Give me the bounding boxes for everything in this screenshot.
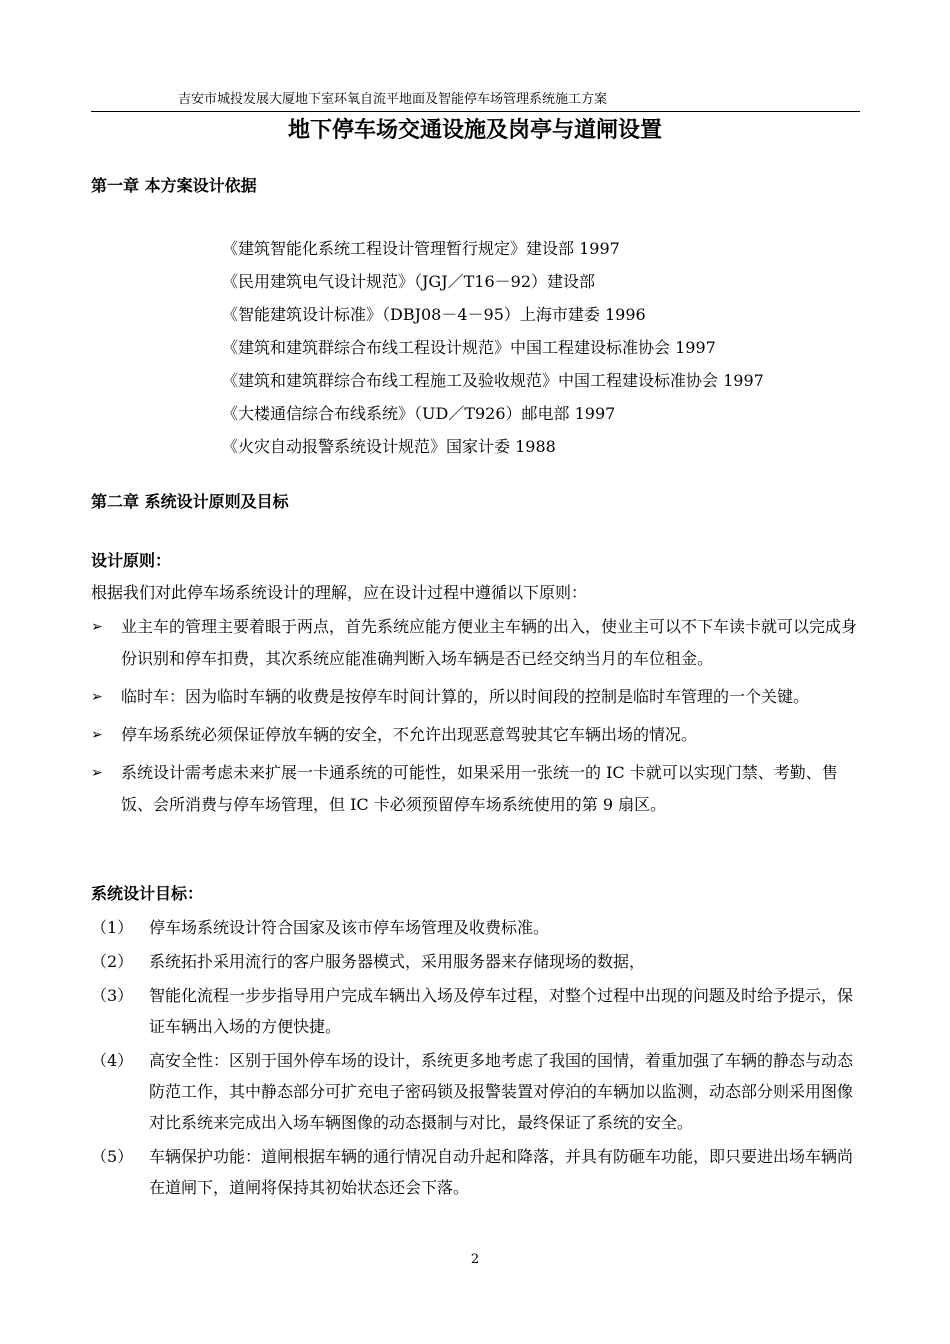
page-number: 2 (470, 1252, 480, 1267)
page-title: 地下停车场交通设施及岗亭与道闸设置 (287, 118, 662, 143)
goal-number: （4） (91, 1051, 134, 1070)
arrow-bullet-icon: ➢ (91, 689, 103, 705)
principles-list (91, 611, 861, 827)
goal-text: 智能化流程一步步指导用户完成车辆出入场及停车过程，对整个过程中出现的问题及时给予提示，保证车辆出入场的方便快捷。 (149, 986, 854, 1036)
goal-text: 系统拓扑采用流行的客户服务器模式，采用服务器来存储现场的数据， (149, 952, 646, 971)
principle-text: 临时车：因为临时车辆的收费是按停车时间计算的，所以时间段的控制是临时车管理的一个关键。 (121, 687, 810, 706)
reference-item: 《建筑智能化系统工程设计管理暂行规定》建设部 1997 (222, 239, 620, 258)
reference-item: 《大楼通信综合布线系统》（UD／T926）邮电部 1997 (222, 404, 616, 423)
reference-item: 《建筑和建筑群综合布线工程施工及验收规范》中国工程建设标准协会 1997 (222, 371, 764, 390)
principles-intro: 根据我们对此停车场系统设计的理解，应在设计过程中遵循以下原则： (91, 583, 588, 602)
principle-text: 业主车的管理主要着眼于两点，首先系统应能方便业主车辆的出入，使业主可以不下车读卡就可以完成身份识别和停车扣费，其次系统应能准确判断入场车辆是否已经交纳当月的车位租金。 (121, 617, 858, 668)
goal-item (91, 1045, 861, 1138)
reference-item: 《火灾自动报警系统设计规范》国家计委 1988 (222, 437, 556, 456)
chapter-2-heading: 第二章 系统设计原则及目标 (91, 492, 289, 511)
goal-item (91, 980, 861, 1042)
reference-item: 《智能建筑设计标准》（DBJ08－4－95）上海市建委 1996 (222, 305, 646, 324)
arrow-bullet-icon: ➢ (91, 727, 103, 743)
goal-text: 车辆保护功能：道闸根据车辆的通行情况自动升起和降落，并具有防砸车功能，即只要进出场车辆尚在道闸下，道闸将保持其初始状态还会下落。 (149, 1147, 854, 1197)
goal-number: （2） (91, 952, 134, 971)
chapter-1-heading: 第一章 本方案设计依据 (91, 176, 257, 195)
arrow-bullet-icon: ➢ (91, 619, 103, 635)
principle-item (91, 611, 861, 675)
goal-number: （3） (91, 986, 134, 1005)
reference-item: 《建筑和建筑群综合布线工程设计规范》中国工程建设标准协会 1997 (222, 338, 716, 357)
goal-number: （5） (91, 1147, 134, 1166)
header-rule (91, 111, 860, 112)
goal-item (91, 946, 861, 977)
goals-heading: 系统设计目标： (91, 884, 204, 903)
principles-heading: 设计原则： (91, 551, 172, 570)
goal-text: 停车场系统设计符合国家及该市停车场管理及收费标准。 (149, 918, 550, 937)
principle-item (91, 757, 861, 821)
goal-item (91, 1141, 861, 1203)
goals-list (91, 912, 861, 1206)
goal-number: （1） (91, 918, 134, 937)
goal-text: 高安全性：区别于国外停车场的设计，系统更多地考虑了我国的国情，着重加强了车辆的静态与动态防范工作，其中静态部分可扩充电子密码锁及报警装置对停泊的车辆加以监测，动态部分则采用图像对比系统来完成出入场车辆图像的动态摄制与对比，最终保证了系统的安全。 (149, 1051, 854, 1132)
arrow-bullet-icon: ➢ (91, 765, 103, 781)
reference-item: 《民用建筑电气设计规范》（JGJ／T16－92）建设部 (222, 272, 596, 291)
reference-list (222, 232, 764, 463)
principle-text: 停车场系统必须保证停放车辆的安全，不允许出现恶意驾驶其它车辆出场的情况。 (121, 725, 698, 744)
running-header: 吉安市城投发展大厦地下室环氧自流平地面及智能停车场管理系统施工方案 (178, 92, 608, 107)
goal-item (91, 912, 861, 943)
principle-item (91, 719, 861, 751)
principle-text: 系统设计需考虑未来扩展一卡通系统的可能性，如果采用一张统一的 IC 卡就可以实现门禁、考勤、售饭、会所消费与停车场管理，但 IC 卡必须预留停车场系统使用的第 9 扇区。 (121, 763, 838, 814)
principle-item (91, 681, 861, 713)
